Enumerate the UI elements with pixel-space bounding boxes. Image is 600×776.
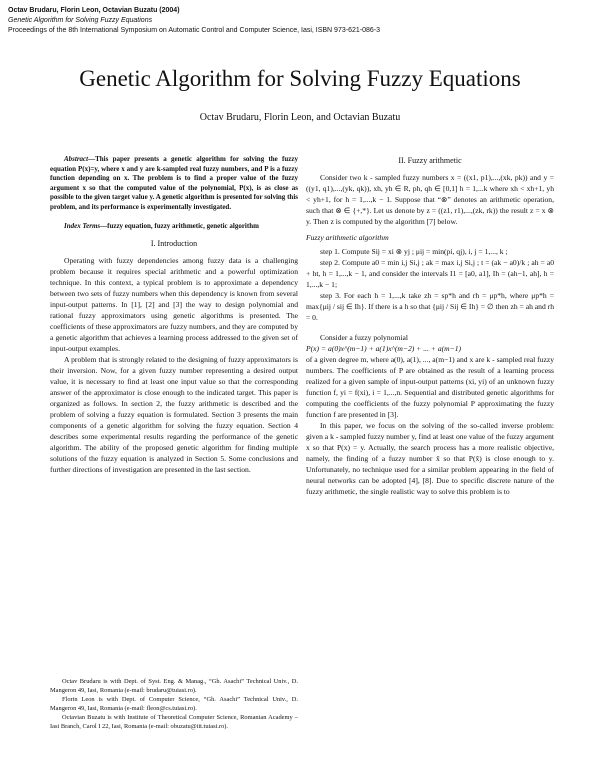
footnotes — [50, 677, 298, 731]
fuzzy-paragraph-1: Consider two k - sampled fuzzy numbers x = ((x1, p1),...,(xk, pk)) and y = ((y1, q1),...,(yk, qk)), xh, yh ∈ R, ph, qh ∈ [0,1] h = 1,...k where xh < xh+1, yh < yh+1, for h = 1,...,k − 1. Suppose that “⊗” denotes an arithmetic operation, such that ⊗ ∈ {+,*}. Let us denote by z = ((z1, r1),...,(zk, rk)) the result z = x ⊗ y. Then z is computed by the algorithm [7] below. — [306, 173, 554, 226]
running-header — [8, 6, 596, 36]
abstract-text: —This paper presents a genetic algorithm for solving the fuzzy equation P(x)=y, where x and y are k-sampled real fuzzy numbers, and P is a fuzzy function depending on x. The problem is to find a proper value of the fuzzy argument x so that the computed value of the polynomial, P(x), is as close as possible to the given target value y. A genetic algorithm is presented for solving this problem, and its performance is experimentally investigated. — [50, 155, 298, 211]
fuzzy-paragraph-4: In this paper, we focus on the solving of the so-called inverse problem: given a k - sampled fuzzy number y, find at least one value of the fuzzy argument x so that P(x) = y. Actually, the search process has a more realistic objective, namely, the finding of a fuzzy number x̃ so that P(x̃) is close enough to y. Unfortunately, no technique used for a similar problem appearing in the field of neural networks can be adopted [4], [8]. Due to specific discrete nature of the fuzzy arithmetic, the single realistic way to solve this problem is to — [306, 421, 554, 496]
header-authors: Octav Brudaru, Florin Leon, Octavian Buzatu (2004) — [8, 7, 180, 14]
paper-title: Genetic Algorithm for Solving Fuzzy Equations — [79, 66, 521, 91]
footnote-1: Octav Brudaru is with Dept. of Syst. Eng. & Manag., “Gh. Asachi” Technical Univ., D. Mangeron 49, Iasi, Romania (e-mail: brudaru@tuiasi.ro). — [50, 678, 298, 694]
section-heading-fuzzy-arithmetic: II. Fuzzy arithmetic — [398, 156, 462, 165]
abstract — [50, 155, 298, 213]
intro-paragraph-2: A problem that is strongly related to the designing of fuzzy approximators is their inversion. Now, for a given fuzzy number representing a desired output value, it is necessary to find at least one input value so that the corresponding answer of the approximator is close enough to the indicated target. This paper is organized as follows. In section 2, the fuzzy arithmetic is described and the problem of solving a fuzzy equation is formulated. Section 3 presents the main components of a genetic algorithm for solving the fuzzy equation. Section 4 describes some experimental results regarding the performance of the genetic algorithm. The ability of the proposed genetic algorithm for finding multiple solutions of the fuzzy equation is analyzed in Section 5. Some conclusions and further directions of investigation are presented in the last section. — [50, 355, 298, 475]
header-title: Genetic Algorithm for Solving Fuzzy Equations — [8, 17, 153, 24]
index-terms — [50, 222, 298, 232]
header-proceedings: Proceedings of the 8th International Symposium on Automatic Control and Computer Science, Iasi, ISBN 973-621-086-3 — [8, 27, 380, 34]
footnote-2: Florin Leon is with Dept. of Computer Science, “Gh. Asachi” Technical Univ., D. Mangeron 49, Iasi, Romania (e-mail: fleon@cs.tuiasi.ro). — [50, 696, 298, 712]
fuzzy-paragraph-2: Consider a fuzzy polynomial — [320, 333, 408, 342]
section-heading-introduction: I. Introduction — [150, 239, 198, 249]
algorithm-step-1: step 1. Compute Sij = xi ⊗ yj ; μij = min(pi, qj), i, j = 1,..., k ; — [320, 247, 508, 256]
index-terms-text: —fuzzy equation, fuzzy arithmetic, genetic algorithm — [100, 221, 259, 230]
algorithm-heading: Fuzzy arithmetic algorithm — [306, 233, 389, 242]
index-terms-label: Index Terms — [64, 221, 101, 230]
algorithm-step-3: step 3. For each h = 1,...,k take zh = sp*h and rh = μp*h, where μp*h = max{μij / sij ∈ Ih}. If there is a h so that {μij / Sij ∈ Ih} = ∅ then zh = ah and rh = 0. — [306, 291, 554, 322]
fuzzy-paragraph-3: of a given degree m, where a(0), a(1), ..., a(m−1) and x are k - sampled real fuzzy numbers. The coefficients of P are obtained as the result of a learning process realized for a given sample of input-output patterns (xi, yi) of an unknown fuzzy function f, yi = f(xi), i = 1,...,n. Sequential and distributed genetic algorithms for computing the coefficients of the fuzzy polynomial P approximating the fuzzy function f are presented in [3]. — [306, 355, 554, 419]
paper-authors: Octav Brudaru, Florin Leon, and Octavian Buzatu — [199, 112, 401, 123]
right-column — [306, 155, 554, 497]
intro-paragraph-1: Operating with fuzzy dependencies among fuzzy data is a challenging problem because it requires special arithmetic and a powerful optimization technique. In this context, a typical problem is to approximate a dependency between two sets of fuzzy numbers when this dependency is known from several input-output patterns. In [1], [2] and [3] the way to design polynomial and rational fuzzy approximators using genetic algorithms is presented. The coefficients of these approximators are fuzzy numbers, and they are computed by a genetic algorithm that achieves a learning process addressed to the given set of input-output examples. — [50, 256, 298, 354]
polynomial-formula: P(x) = a(0)x^(m−1) + a(1)x^(m−2) + ... + a(m−1) — [306, 344, 462, 353]
footnote-3: Octavian Buzatu is with Institute of Theoretical Computer Science, Romanian Academy – Iasi Branch, Carol I 22, Iasi, Romania (e-mail: obuzatu@iit.tuiasi.ro). — [50, 714, 298, 730]
left-column — [50, 155, 298, 475]
abstract-label: Abstract — [64, 155, 89, 163]
algorithm-step-2: step 2. Compute a0 = min i,j Si,j ; ak = max i,j Si,j ; t = (ak − a0)/k ; ah = a0 + ht, h = 1,...,k − 1, and consider the intervals I1 = [a0, a1], Ih = (ah−1, ah], h = 1,...,k − 1; — [306, 258, 554, 289]
